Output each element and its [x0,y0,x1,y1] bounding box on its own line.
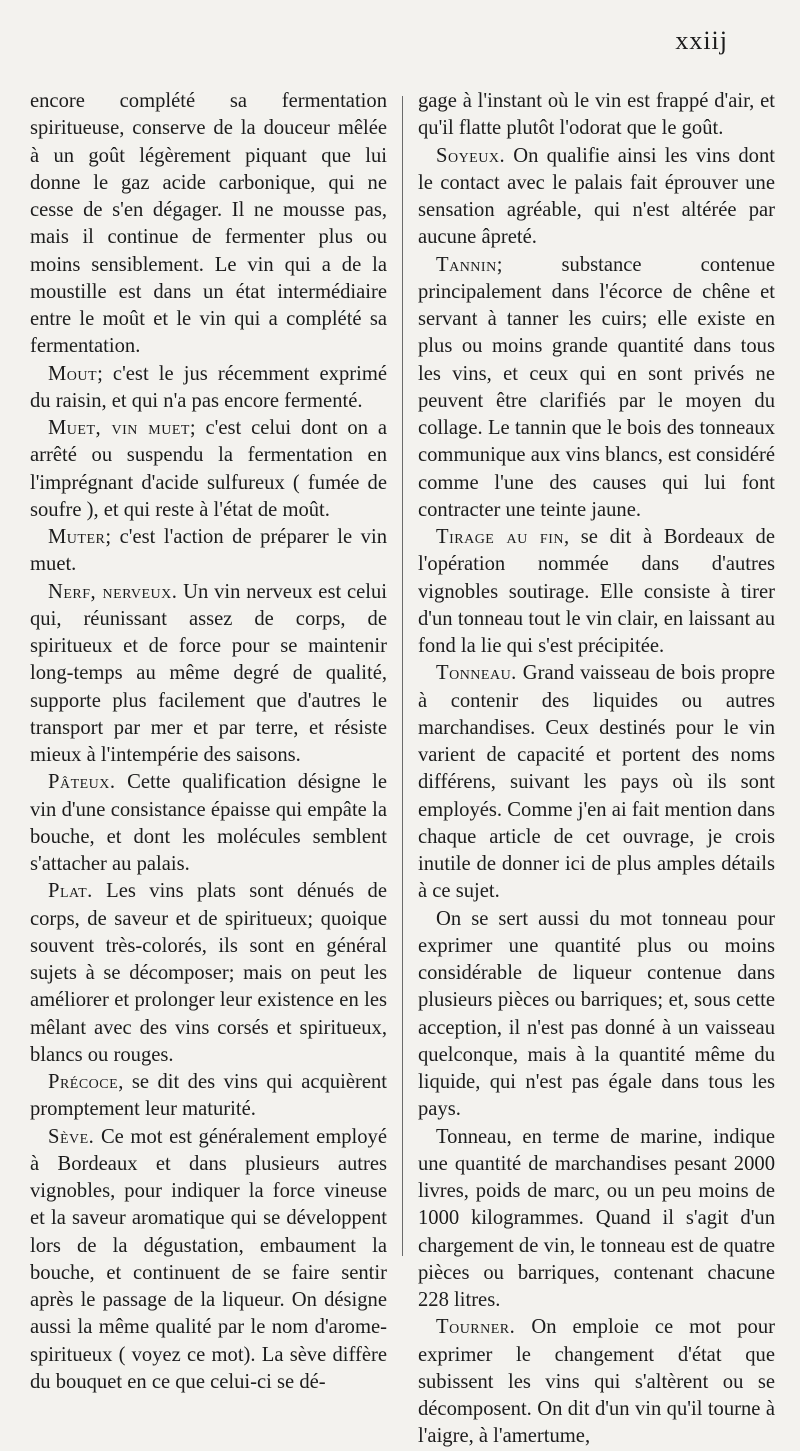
entry-text: gage à l'instant où le vin est frappé d'air, et qu'il flatte plutôt l'odorat que le goût. [418,90,775,140]
left-column [30,88,387,1396]
entry-term: Tannin [436,253,497,276]
entry-text: On emploie ce mot pour exprimer le changement d'état que subissent les vins qui s'altèrent ou se décomposent. On dit d'un vin qu'il tourne à l'aigre, à l'amertume, [418,1316,775,1448]
entry-term: Tirage au fin [436,526,564,548]
paragraph [418,88,775,143]
entry-term: Muet, vin muet [48,417,190,439]
paragraph [30,878,387,1069]
paragraph [418,906,775,1124]
entry-text: Cette qualification désigne le vin d'une consistance épaisse qui empâte la bouche, et dont les molécules semblent s'attacher au palais. [30,771,388,875]
paragraph [30,1069,387,1124]
entry-text: On qualifie ainsi les vins dont le contact avec le palais fait éprouver une sensation agréable, qui n'est altérée par aucune âpreté. [418,144,775,249]
paragraph [30,361,387,416]
paragraph [30,579,387,770]
entry-text: ; c'est le jus récemment exprimé du raisin, et qui n'a pas encore fermenté. [30,362,387,412]
entry-text: Tonneau, en terme de marine, indique une quantité de marchandises pesant 2000 livres, poids de marc, ou un peu moins de 1000 kilogrammes. Quand il s'agit d'un chargement de vin, le tonneau est de quatre pièces ou barriques, contenant chacune 228 litres. [418,1125,775,1311]
right-column [418,88,775,1451]
entry-term: Tourner. [436,1316,516,1339]
paragraph [30,1124,387,1397]
entry-term: Sève. [48,1125,95,1148]
paragraph [30,415,387,524]
paragraph [418,1314,775,1450]
entry-text: ; substance contenue principalement dans l'écorce de chêne et servant à tanner les cuirs; elle existe en plus ou moins grande quantité dans tous les vins, et ceux qui en sont privés ne peuvent être clarifiés par le moyen du collage. Le tannin que le bois des tonneaux communique aux vins blancs, est considéré comme l'une des causes qui lui font contracter une teinte jaune. [418,253,775,521]
page-number: xxiij [675,26,728,55]
entry-term: Pâteux. [48,771,116,794]
paragraph [418,252,775,525]
entry-term: Soyeux. [436,144,506,167]
paragraph [418,660,775,905]
paragraph [30,769,387,878]
entry-text: On se sert aussi du mot tonneau pour exprimer une quantité plus ou moins considérable de liqueur contenue dans plusieurs pièces ou barriques; et, sous cette acception, il n'est pas donné à un vaisseau quelconque, mais à la quantité même du liquide, qui n'est pas égale dans tous les pays. [418,907,775,1121]
entry-text: Les vins plats sont dénués de corps, de saveur et de spiritueux; quoique souvent très-colorés, ils sont en général sujets à se décomposer; mais on peut les améliorer et prolonger leur existence en les mêlant avec des vins corsés et spiritueux, blancs ou rouges. [30,880,387,1066]
entry-term: Plat. [48,880,93,903]
paragraph [30,524,387,579]
entry-text: Grand vaisseau de bois propre à contenir des liquides ou autres marchandises. Ceux destinés pour le vin varient de capacité et portent des noms différens, suivant les pays où ils sont employés. Comme j'en ai fait mention dans chaque article de cet ouvrage, je crois inutile de donner ici de plus amples détails à ce sujet. [418,662,775,903]
column-divider [402,96,403,1256]
paragraph [418,524,775,660]
entry-text: Ce mot est généralement employé à Bordeaux et dans plusieurs autres vignobles, pour indiquer la force vineuse et la saveur aromatique qui se développent lors de la dégustation, embaument la bouche, et continuent de se faire sentir après le passage de la liqueur. On désigne aussi la même qualité par le nom d'arome-spiritueux ( voyez ce mot). La sève diffère du bouquet en ce que celui-ci se dé- [30,1125,387,1393]
entry-text: Un vin nerveux est celui qui, réunissant assez de corps, de spiritueux et de force pour se maintenir long-temps au même degré de qualité, supporte plus facilement que d'autres le transport par mer et par terre, et résiste mieux à l'intempérie des saisons. [30,580,387,766]
entry-term: Muter [48,526,106,548]
paragraph [418,1124,775,1315]
entry-term: Mout [48,362,98,385]
paragraph [418,143,775,252]
entry-text: , se dit des vins qui acquièrent promptement leur maturité. [30,1071,387,1121]
entry-term: Tonneau. [436,662,517,685]
entry-text: ; c'est celui dont on a arrêté ou suspendu la fermentation en l'imprégnant d'acide sulfureux ( fumée de soufre ), et qui reste à l'état de moût. [30,417,387,521]
paragraph [30,88,387,361]
entry-text: ; c'est l'action de préparer le vin muet. [30,526,387,576]
entry-term: Précoce [48,1071,119,1093]
entry-text: , se dit à Bordeaux de l'opération nommée dans d'autres vignobles soutirage. Elle consiste à tirer d'un tonneau tout le vin clair, en laissant au fond la lie qui s'est précipitée. [418,526,775,657]
entry-text: encore complété sa fermentation spiritueuse, conserve de la douceur mêlée à un goût légèrement piquant que lui donne le gaz acide carbonique, qui ne cesse de s'en dégager. Il ne mousse pas, mais il continue de fermenter plus ou moins sensiblement. Le vin qui a de la moustille est dans un état intermédiaire entre le moût et le vin qui a complété sa fermentation. [30,90,387,358]
entry-term: Nerf, nerveux. [48,580,178,603]
